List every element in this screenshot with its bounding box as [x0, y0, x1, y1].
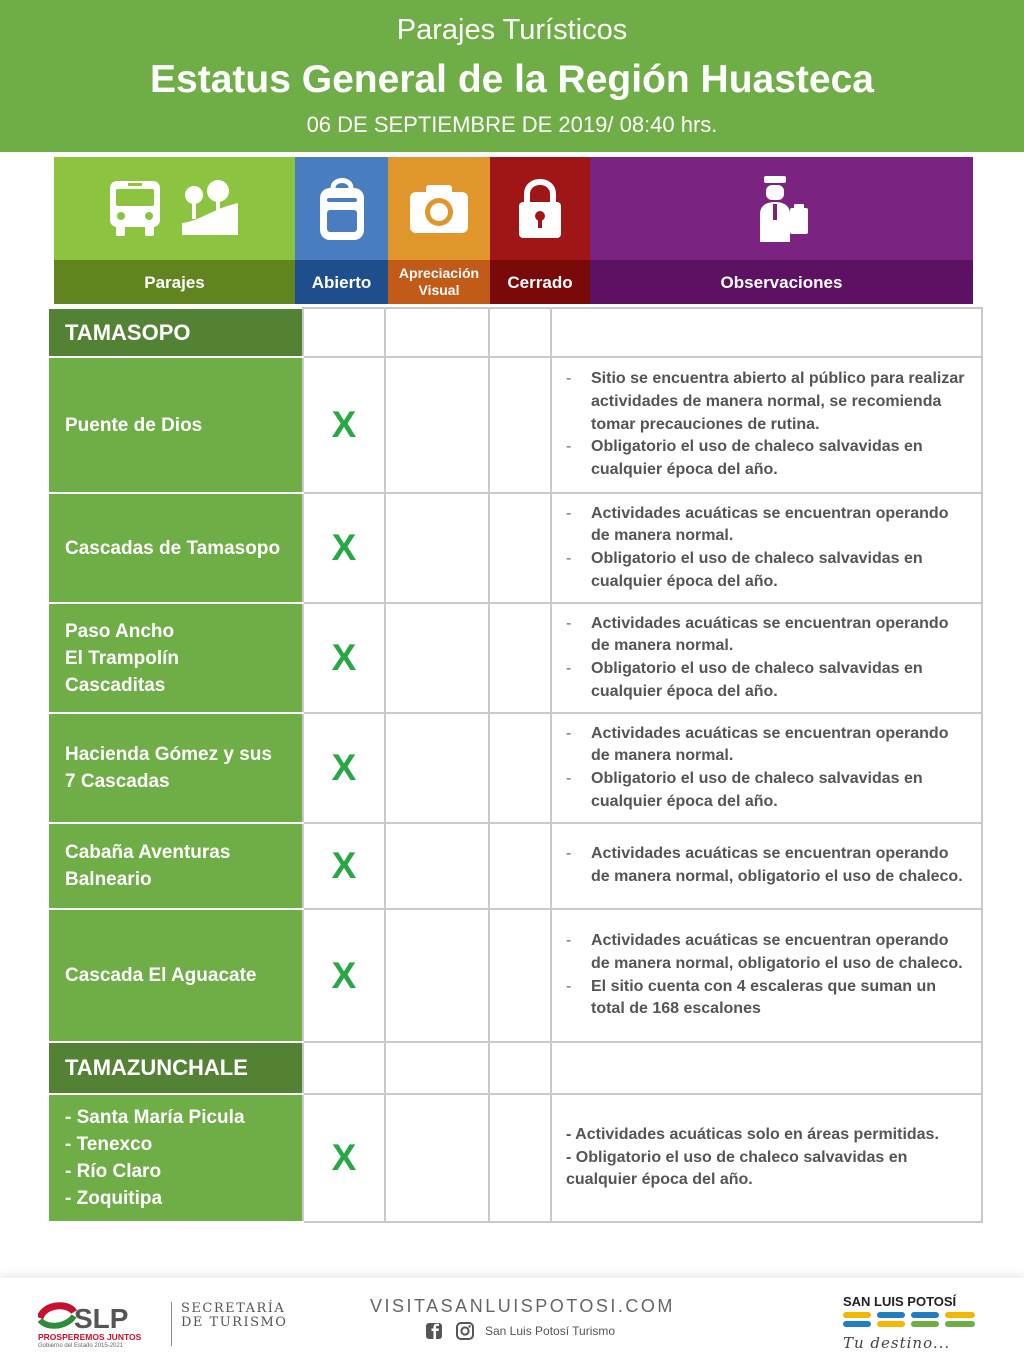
san-luis-potosi-brand — [843, 1294, 993, 1352]
observaciones-cell — [551, 909, 982, 1042]
column-header-apreciacion — [388, 157, 490, 304]
paraje-name: Paso Ancho El Trampolín Cascaditas — [50, 603, 303, 713]
abierto-mark: X — [303, 713, 385, 823]
abierto-mark: X — [303, 1094, 385, 1222]
cerrado-cell — [489, 713, 551, 823]
apreciacion-cell — [385, 357, 489, 493]
secretaria-line-2: DE TURISMO — [181, 1315, 288, 1330]
table-row — [50, 713, 982, 823]
abierto-mark: X — [303, 909, 385, 1042]
cerrado-cell — [489, 1094, 551, 1222]
paraje-name: Hacienda Gómez y sus 7 Cascadas — [50, 713, 303, 823]
table-row — [50, 1094, 982, 1222]
observation-item: - Actividades acuáticas se encuentran operando de manera normal, obligatorio el uso de chaleco. — [564, 930, 971, 975]
observation-item: - Obligatorio el uso de chaleco salvavidas en cualquier época del año. — [566, 1148, 908, 1189]
column-label-apreciacion — [388, 260, 490, 304]
column-label-observaciones: Observaciones — [590, 260, 973, 304]
section-row-tamasopo — [50, 308, 982, 357]
section-row-tamazunchale — [50, 1042, 982, 1094]
padlock-icon — [490, 157, 590, 260]
footer — [0, 1278, 1024, 1365]
observation-item: - Actividades acuáticas se encuentran operando de manera normal, obligatorio el uso de chaleco. — [564, 843, 971, 888]
brand-tagline: Tu destino... — [843, 1334, 951, 1352]
observaciones-cell — [551, 1094, 982, 1222]
apreciacion-cell — [385, 823, 489, 909]
observation-item: - Obligatorio el uso de chaleco salvavidas en cualquier época del año. — [564, 768, 971, 813]
cerrado-cell — [489, 493, 551, 603]
cerrado-cell — [489, 603, 551, 713]
observation-item: - Obligatorio el uso de chaleco salvavidas en cualquier época del año. — [564, 548, 971, 593]
paraje-name: Cabaña Aventuras Balneario — [50, 823, 303, 909]
header-banner — [0, 0, 1024, 152]
slp-gov: Gobierno del Estado 2015-2021 — [38, 1343, 124, 1348]
facebook-icon[interactable] — [425, 1322, 447, 1340]
slp-slogan: PROSPEREMOS JUNTOS — [38, 1332, 142, 1342]
status-table — [49, 307, 983, 1223]
website-link[interactable]: VISITASANLUISPOTOSI.COM — [370, 1296, 675, 1316]
column-label-parajes: Parajes — [54, 260, 295, 304]
section-label: TAMAZUNCHALE — [50, 1042, 303, 1094]
column-header-cerrado — [490, 157, 590, 304]
observation-item: - Actividades acuáticas se encuentran operando de manera normal. — [564, 723, 971, 768]
apreciacion-cell — [385, 713, 489, 823]
apreciacion-cell — [385, 1094, 489, 1222]
column-label-abierto: Abierto — [295, 260, 388, 304]
brand-stripes-logo — [843, 1309, 983, 1329]
column-header-strip — [54, 157, 973, 304]
abierto-mark: X — [303, 603, 385, 713]
apreciacion-line-1: Apreciación — [398, 265, 480, 281]
apreciacion-cell — [385, 909, 489, 1042]
observation-item: - Obligatorio el uso de chaleco salvavidas en cualquier época del año. — [564, 436, 971, 481]
cerrado-cell — [489, 823, 551, 909]
social-links — [425, 1322, 615, 1340]
brand-name: SAN LUIS POTOSÍ — [843, 1294, 957, 1309]
table-row — [50, 357, 982, 493]
table-row — [50, 909, 982, 1042]
cerrado-cell — [489, 357, 551, 493]
page-subtitle: Parajes Turísticos — [396, 14, 628, 46]
observation-item: - Actividades acuáticas se encuentran operando de manera normal. — [564, 503, 971, 548]
section-label: TAMASOPO — [50, 308, 303, 357]
cerrado-cell — [489, 909, 551, 1042]
observaciones-cell — [551, 713, 982, 823]
table-row — [50, 823, 982, 909]
apreciacion-line-2: Visual — [418, 282, 460, 298]
bus-and-trees-icon — [54, 157, 295, 260]
page-title: Estatus General de la Región Huasteca — [150, 58, 874, 101]
footer-divider — [171, 1302, 172, 1346]
slp-logo — [38, 1300, 163, 1348]
observaciones-cell — [551, 603, 982, 713]
abierto-mark: X — [303, 357, 385, 493]
paraje-name: - Santa María Picula - Tenexco - Río Claro - Zoquitipa — [50, 1094, 303, 1222]
observation-item: - Actividades acuáticas se encuentran operando de manera normal. — [564, 613, 971, 658]
table-row — [50, 493, 982, 603]
observaciones-cell — [551, 823, 982, 909]
abierto-mark: X — [303, 493, 385, 603]
observation-item: - Obligatorio el uso de chaleco salvavidas en cualquier época del año. — [564, 658, 971, 703]
column-header-abierto — [295, 157, 388, 304]
apreciacion-cell — [385, 493, 489, 603]
observaciones-cell — [551, 357, 982, 493]
observation-item: - Actividades acuáticas solo en áreas permitidas. — [566, 1125, 939, 1143]
column-header-parajes — [54, 157, 295, 304]
paraje-name: Cascada El Aguacate — [50, 909, 303, 1042]
slp-logo-text: SLP — [74, 1303, 129, 1334]
social-handle: San Luis Potosí Turismo — [485, 1324, 616, 1338]
abierto-mark: X — [303, 823, 385, 909]
observation-item: - Sitio se encuentra abierto al público para realizar actividades de manera normal, se recomienda tomar precauciones de rutina. — [564, 368, 971, 436]
backpack-icon — [295, 157, 388, 260]
secretaria-de-turismo — [181, 1302, 287, 1330]
report-date: 06 DE SEPTIEMBRE DE 2019/ 08:40 hrs. — [306, 112, 718, 137]
apreciacion-cell — [385, 603, 489, 713]
observaciones-cell — [551, 493, 982, 603]
column-label-cerrado: Cerrado — [490, 260, 590, 304]
secretaria-line-1: SECRETARÍA — [181, 1301, 286, 1316]
inspector-icon — [590, 157, 973, 260]
table-row — [50, 603, 982, 713]
column-header-observaciones — [590, 157, 973, 304]
instagram-icon[interactable] — [455, 1322, 477, 1340]
paraje-name: Cascadas de Tamasopo — [50, 493, 303, 603]
observation-item: - El sitio cuenta con 4 escaleras que suman un total de 168 escalones — [564, 976, 971, 1021]
paraje-name: Puente de Dios — [50, 357, 303, 493]
camera-icon — [388, 157, 490, 260]
